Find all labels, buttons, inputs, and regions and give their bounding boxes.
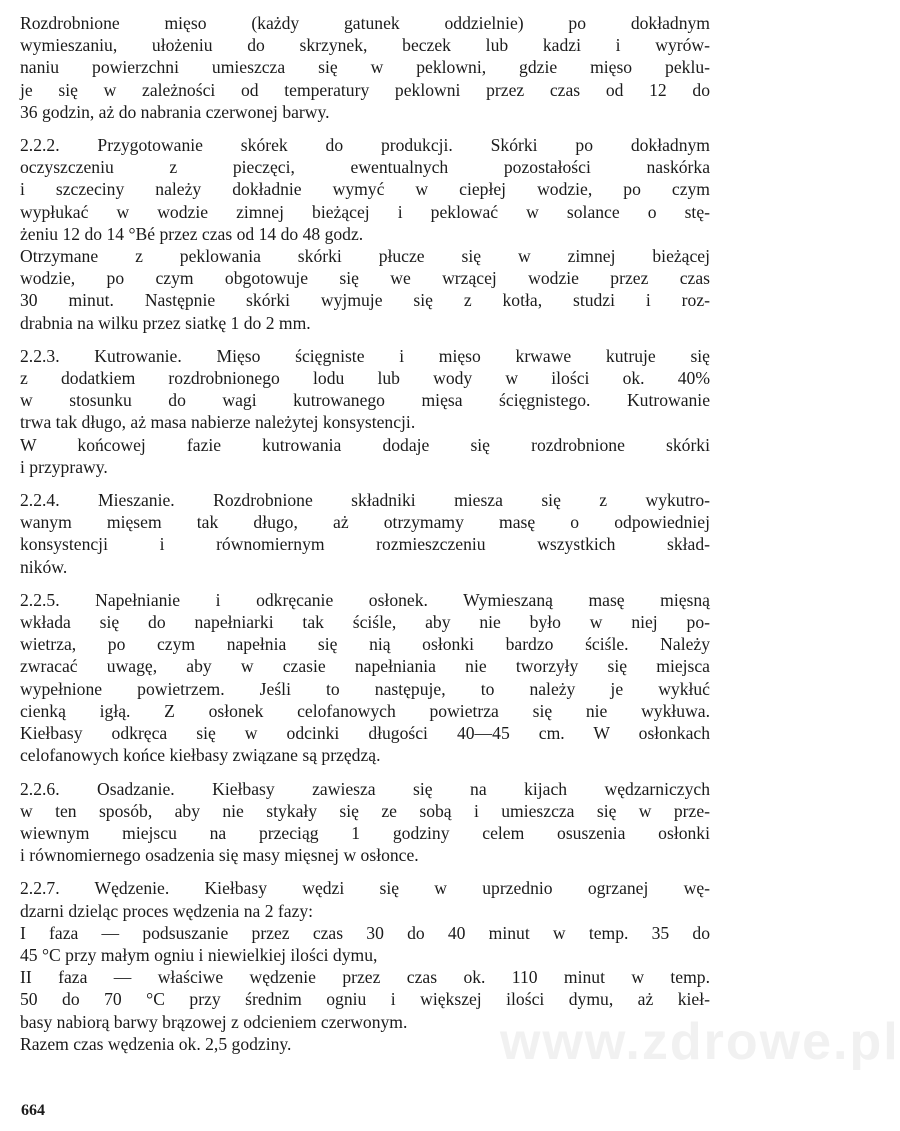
text-line: basy nabiorą barwy brązowej z odcieniem czerwonym. <box>20 1011 408 1032</box>
text-line: Rozdrobnione mięso (każdy gatunek oddzielnie) po dokładnym <box>20 13 710 33</box>
text-line: dzarni dzieląc proces wędzenia na 2 fazy: <box>20 900 314 921</box>
text-line: w stosunku do wagi kutrowanego mięsa ścięgnistego. Kutrowanie <box>20 390 710 411</box>
text-line: W końcowej fazie kutrowania dodaje się rozdrobnione skórki <box>20 434 710 455</box>
text-line: 50 do 70 °C przy średnim ogniu i większej ilości dymu, aż kieł- <box>20 989 710 1010</box>
text-line: i równomiernego osadzenia się masy mięsnej w osłonce. <box>20 845 419 866</box>
text-line: 2.2.2. Przygotowanie skórek do produkcji. Skórki po dokładnym <box>20 135 710 156</box>
paragraph <box>20 12 710 123</box>
text-line: drabnia na wilku przez siatkę 1 do 2 mm. <box>20 312 311 333</box>
text-line: wymieszaniu, ułożeniu do skrzynek, beczek lub kadzi i wyrów- <box>20 35 710 56</box>
text-line: wkłada się do napełniarki tak ściśle, aby nie było w niej po- <box>20 612 710 633</box>
text-line: wypłukać w wodzie zimnej bieżącej i peklować w solance o stę- <box>20 201 710 222</box>
text-line: celofanowych końce kiełbasy związane są przędzą. <box>20 745 381 766</box>
text-line: 45 °C przy małym ogniu i niewielkiej ilości dymu, <box>20 944 378 965</box>
text-line: zwracać uwagę, aby w czasie napełniania nie tworzyły się miejsca <box>20 656 710 677</box>
text-line: w ten sposób, aby nie stykały się ze sobą i umieszcza się w prze- <box>20 800 710 821</box>
text-line: naniu powierzchni umieszcza się w peklowni, gdzie mięso peklu- <box>20 57 710 78</box>
document-page <box>20 12 710 1066</box>
text-line: wodzie, po czym obgotowuje się we wrzącej wodzie przez czas <box>20 268 710 289</box>
text-line: z dodatkiem rozdrobnionego lodu lub wody w ilości ok. 40% <box>20 368 710 389</box>
text-line: Otrzymane z peklowania skórki płucze się w zimnej bieżącej <box>20 246 710 267</box>
text-line: żeniu 12 do 14 °Bé przez czas od 14 do 48 godz. <box>20 223 364 244</box>
text-line: cienką igłą. Z osłonek celofanowych powietrza się nie wykłuwa. <box>20 700 710 721</box>
text-line: i szczeciny należy dokładnie wymyć w ciepłej wodzie, po czym <box>20 179 710 200</box>
text-line: 2.2.4. Mieszanie. Rozdrobnione składniki miesza się z wykutro- <box>20 490 710 511</box>
text-line: 36 godzin, aż do nabrania czerwonej barwy. <box>20 101 330 122</box>
text-line: je się w zależności od temperatury peklowni przez czas od 12 do <box>20 79 710 100</box>
text-line: Razem czas wędzenia ok. 2,5 godziny. <box>20 1033 292 1054</box>
text-line: trwa tak długo, aż masa nabierze należytej konsystencji. <box>20 412 416 433</box>
text-line: ników. <box>20 556 68 577</box>
text-line: konsystencji i równomiernym rozmieszczeniu wszystkich skład- <box>20 534 710 555</box>
text-line: wypełnione powietrzem. Jeśli to następuje, to należy je wykłuć <box>20 678 710 699</box>
paragraph <box>20 134 710 334</box>
paragraph <box>20 489 710 578</box>
text-line: wanym mięsem tak długo, aż otrzymamy masę o odpowiedniej <box>20 512 710 533</box>
text-line: 2.2.5. Napełnianie i odkręcanie osłonek. Wymieszaną masę mięsną <box>20 589 710 610</box>
text-line: II faza — właściwe wędzenie przez czas ok. 110 minut w temp. <box>20 967 710 988</box>
text-line: 2.2.3. Kutrowanie. Mięso ścięgniste i mięso krwawe kutruje się <box>20 345 710 366</box>
text-line: Kiełbasy odkręca się w odcinki długości 40—45 cm. W osłonkach <box>20 723 710 744</box>
text-line: 2.2.6. Osadzanie. Kiełbasy zawiesza się na kijach wędzarniczych <box>20 778 710 799</box>
text-line: oczyszczeniu z pieczęci, ewentualnych pozostałości naskórka <box>20 157 710 178</box>
page-number: 664 <box>21 1102 45 1119</box>
paragraph <box>20 345 710 478</box>
text-line: 2.2.7. Wędzenie. Kiełbasy wędzi się w uprzednio ogrzanej wę- <box>20 878 710 899</box>
watermark: www.zdrowe.pl <box>500 1013 900 1071</box>
paragraph <box>20 778 710 867</box>
text-line: wietrza, po czym napełnia się nią osłonki bardzo ściśle. Należy <box>20 634 710 655</box>
text-line: I faza — podsuszanie przez czas 30 do 40 minut w temp. 35 do <box>20 922 710 943</box>
text-line: 30 minut. Następnie skórki wyjmuje się z kotła, studzi i roz- <box>20 290 710 311</box>
paragraph <box>20 589 710 767</box>
text-line: i przyprawy. <box>20 456 108 477</box>
text-line: wiewnym miejscu na przeciąg 1 godziny celem osuszenia osłonki <box>20 822 710 843</box>
paragraph <box>20 877 710 1055</box>
body-text <box>20 12 710 1055</box>
